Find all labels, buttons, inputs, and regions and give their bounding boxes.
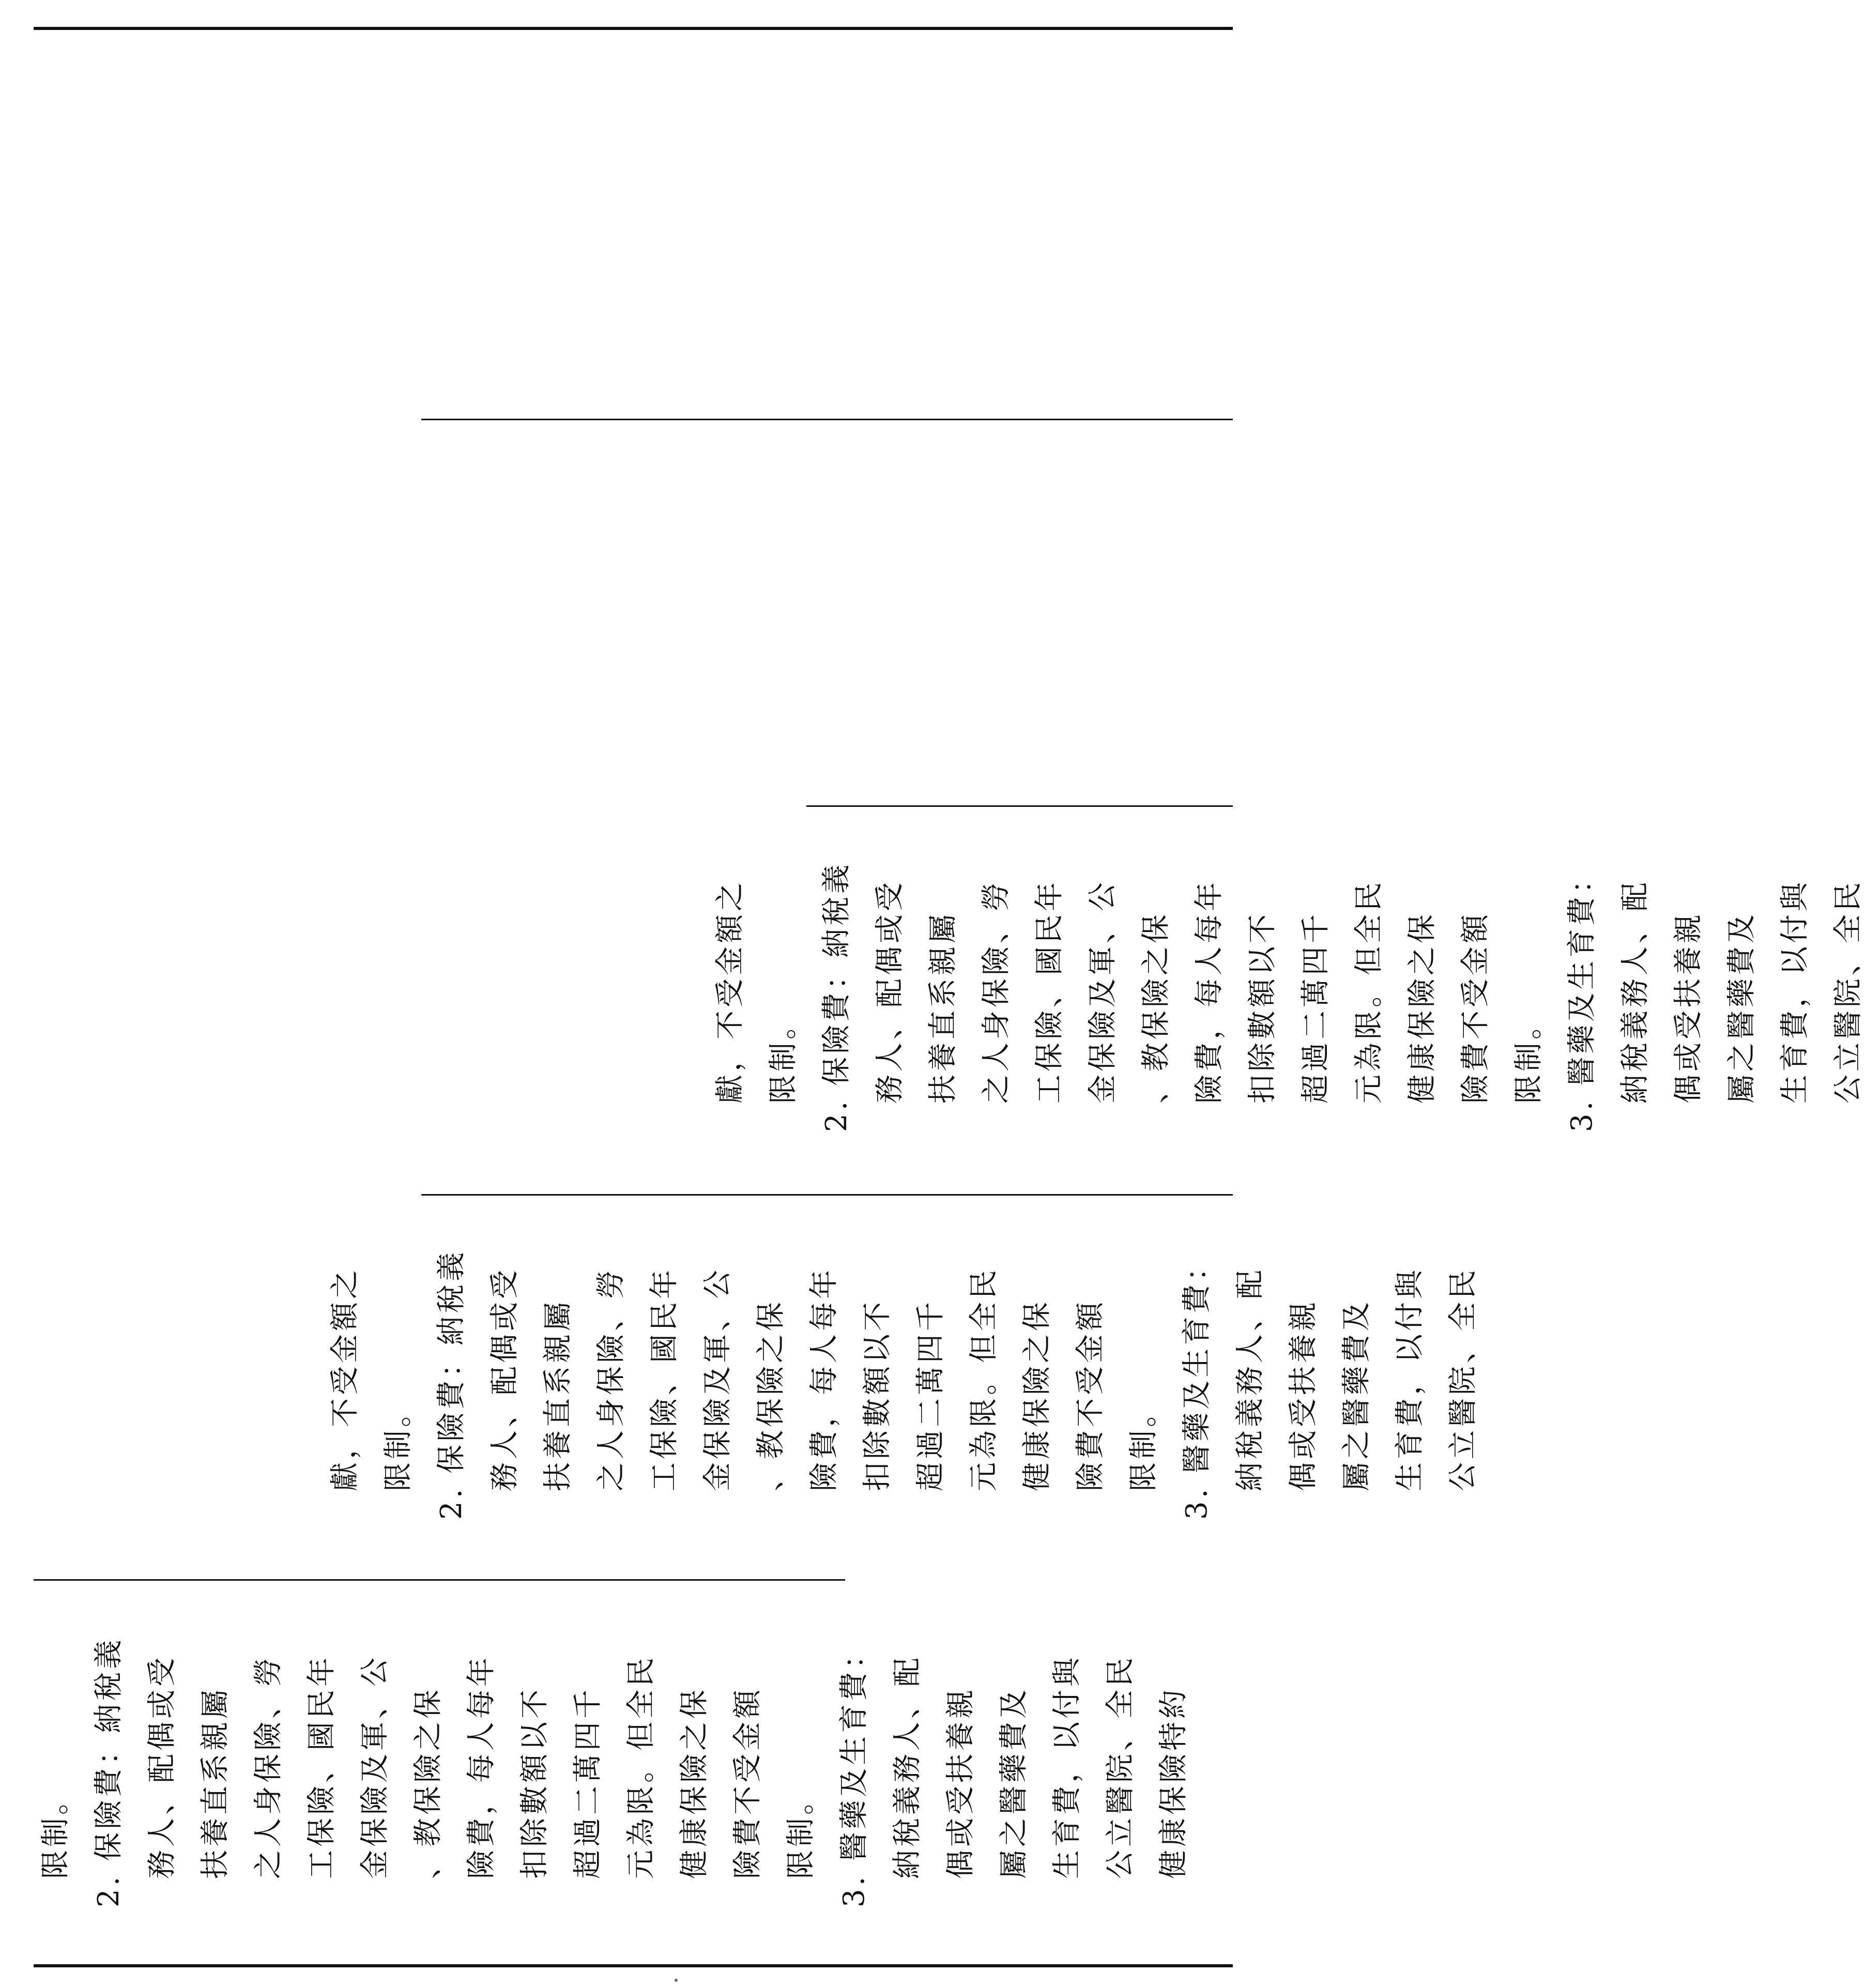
text-column: 納稅義務人、配 [891, 1655, 924, 1879]
left-block-top-rule [34, 1579, 845, 1581]
text-column: 生育費，以付與 [1050, 1655, 1084, 1879]
text-column: 3. 醫藥及生育費： [1565, 861, 1599, 1132]
text-column: 務人、配偶或受 [488, 1267, 522, 1491]
text-column: 生育費，以付與 [1393, 1267, 1427, 1491]
text-column: 扶養直系親屬 [541, 1299, 575, 1491]
text-column: 2. 保險費：納稅義 [435, 1249, 468, 1520]
text-column: 、教保險之保 [754, 1299, 788, 1491]
text-column: 超過二萬四千 [914, 1299, 947, 1491]
text-column: 險費，每人每年 [807, 1267, 841, 1491]
text-column: 偶或受扶養親 [1287, 1299, 1320, 1491]
text-column: 工保險、國民年 [1033, 879, 1066, 1104]
text-column: 限制。 [381, 1395, 415, 1491]
text-column: 公立醫院、全民 [1831, 879, 1865, 1104]
text-column: 險費，每人每年 [465, 1655, 498, 1879]
text-column: 2. 保險費：納稅義 [92, 1637, 126, 1907]
text-column: 3. 醫藥及生育費： [1180, 1249, 1214, 1520]
text-column: 元為限。但全民 [624, 1655, 658, 1879]
text-column: 偶或受扶養親 [944, 1687, 977, 1879]
text-column: 2. 保險費：納稅義 [820, 861, 853, 1132]
text-column: 金保險及軍、公 [1086, 879, 1120, 1104]
text-column: 屬之醫藥費及 [1725, 911, 1759, 1104]
text-column: 健康保險特約 [1157, 1687, 1190, 1879]
text-column: 3. 醫藥及生育費： [837, 1637, 871, 1907]
text-column: 納稅義務人、配 [1233, 1267, 1267, 1491]
text-column: 納稅義務人、配 [1618, 879, 1652, 1104]
text-column: 限制。 [784, 1783, 818, 1879]
text-column: 偶或受扶養親 [1672, 911, 1705, 1104]
text-column: 險費不受金額 [731, 1687, 765, 1879]
text-column: 險費不受金額 [1074, 1299, 1107, 1491]
text-column: 健康保險之保 [678, 1687, 711, 1879]
middle-block-top-rule [421, 1194, 1233, 1196]
text-column: 金保險及軍、公 [358, 1655, 392, 1879]
upper-divider-rule [421, 419, 1233, 420]
text-column: 超過二萬四千 [571, 1687, 605, 1879]
text-column: 公立醫院、全民 [1446, 1267, 1480, 1491]
text-column: 限制。 [1512, 1007, 1546, 1104]
text-column: 之人身保險、勞 [980, 879, 1013, 1104]
text-column: 限制。 [1127, 1395, 1160, 1491]
text-column: 屬之醫藥費及 [1340, 1299, 1373, 1491]
text-column: 生育費，以付與 [1778, 879, 1812, 1104]
right-block-top-rule [806, 805, 1233, 807]
bottom-rule [34, 1964, 1233, 1967]
text-column: 屬之醫藥費及 [997, 1687, 1031, 1879]
text-column: 扶養直系親屬 [198, 1687, 232, 1879]
text-column: 扶養直系親屬 [926, 911, 960, 1104]
text-column: 之人身保險、勞 [252, 1655, 285, 1879]
text-column: 之人身保險、勞 [594, 1267, 628, 1491]
text-column: 工保險、國民年 [305, 1655, 339, 1879]
text-column: 超過二萬四千 [1299, 911, 1333, 1104]
text-column: 務人、配偶或受 [145, 1655, 179, 1879]
text-column: 元為限。但全民 [967, 1267, 1001, 1491]
text-column: 獻，不受金額之 [328, 1267, 362, 1491]
text-column: 限制。 [39, 1783, 72, 1879]
text-column: 扣除數額以不 [518, 1687, 552, 1879]
text-column: 工保險、國民年 [648, 1267, 681, 1491]
text-column: 元為限。但全民 [1352, 879, 1386, 1104]
text-column: 健康保險之保 [1020, 1299, 1054, 1491]
text-column: 金保險及軍、公 [701, 1267, 735, 1491]
text-column: 險費不受金額 [1459, 911, 1492, 1104]
speck-mark [675, 1979, 678, 1982]
text-column: 、教保險之保 [1139, 911, 1173, 1104]
top-rule [34, 27, 1233, 30]
text-column: 健康保險之保 [1405, 911, 1439, 1104]
text-column: 扣除數額以不 [1246, 911, 1279, 1104]
text-column: 務人、配偶或受 [873, 879, 907, 1104]
text-column: 險費，每人每年 [1193, 879, 1226, 1104]
text-column: 限制。 [767, 1007, 800, 1104]
text-column: 公立醫院、全民 [1104, 1655, 1137, 1879]
text-column: 獻，不受金額之 [713, 879, 747, 1104]
text-column: 、教保險之保 [411, 1687, 445, 1879]
text-column: 扣除數額以不 [861, 1299, 894, 1491]
